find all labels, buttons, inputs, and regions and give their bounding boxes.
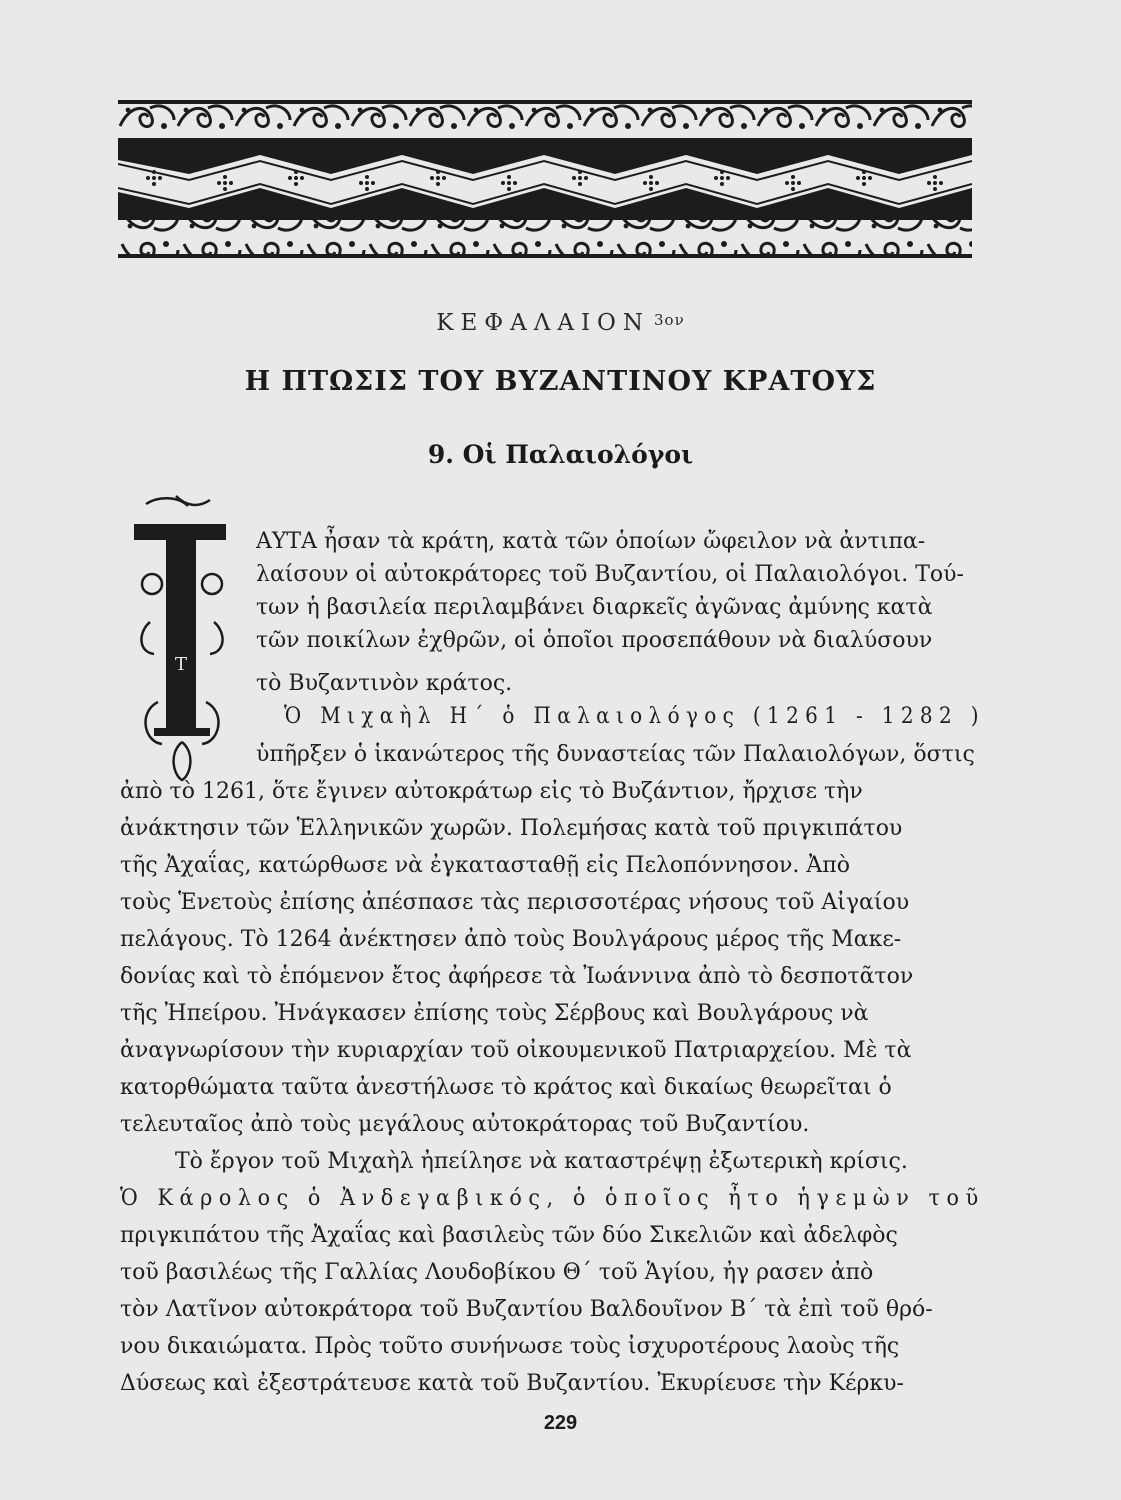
body-line-13: δονίας καὶ τὸ ἑπόμενον ἔτος ἀφήρεσε τὰ Ἰωάννινα ἀπὸ τὸ δεσποτᾶτον [120, 964, 914, 989]
body-line-16: κατορθώματα ταῦτα ἀνεστήλωσε τὸ κράτος καὶ δικαίως θεωρεῖται ὁ [120, 1075, 892, 1100]
body-line-12: πελάγους. Τὸ 1264 ἀνέκτησεν ἀπὸ τοὺς Βουλγάρους μέρος τῆς Μακε- [120, 927, 902, 952]
body-line-10: τῆς Ἀχαΐας, κατώρθωσε νὰ ἐγκατασταθῇ εἰς Πελοπόννησον. Ἀπὸ [120, 853, 851, 878]
body-line-9: ἀνάκτησιν τῶν Ἑλληνικῶν χωρῶν. Πολεμήσας κατὰ τοῦ πριγκιπάτου [120, 816, 903, 841]
body-line-4: τῶν ποικίλων ἐχθρῶν, οἱ ὁποῖοι προσεπάθουν νὰ διαλύσουν [256, 628, 933, 653]
body-line-3: των ἡ βασιλεία περιλαμβάνει διαρκεῖς ἀγῶνας ἀμύνης κατὰ [256, 595, 933, 620]
body-line-17: τελευταῖος ἀπὸ τοὺς μεγάλους αὐτοκράτορας τοῦ Βυζαντίου. [120, 1112, 810, 1137]
body-line-1: ΑΥΤΑ ἦσαν τὰ κράτη, κατὰ τῶν ὁποίων ὤφειλον νὰ ἀντιπα- [256, 529, 926, 554]
chapter-label-text: ΚΕΦΑΛΑΙΟΝ [436, 310, 651, 336]
body-line-11: τοὺς Ἑνετοὺς ἐπίσης ἀπέσπασε τὰς περισσοτέρας νήσους τοῦ Αἰγαίου [120, 890, 910, 915]
body-line-23: νου δικαιώματα. Πρὸς τοῦτο συνήνωσε τοὺς ἰσχυροτέρους λαοὺς τῆς [120, 1334, 900, 1359]
body-line-19: Ὁ Κάρολος ὁ Ἀνδεγαβικός, ὁ ὁποῖος ἦτο ἡγεμὼν τοῦ [120, 1186, 985, 1211]
chapter-label [0, 310, 1121, 336]
chapter-number: 3ον [654, 311, 685, 329]
body-line-20: πριγκιπάτου τῆς Ἀχαΐας καὶ βασιλεὺς τῶν δύο Σικελιῶν καὶ ἀδελφὸς [120, 1223, 898, 1248]
body-line-21: τοῦ βασιλέως τῆς Γαλλίας Λουδοβίκου Θ΄ τοῦ Ἁγίου, ἠγ ρασεν ἀπὸ [120, 1260, 874, 1285]
body-line-7: ὑπῆρξεν ὁ ἱκανώτερος τῆς δυναστείας τῶν Παλαιολόγων, ὅστις [256, 742, 975, 767]
initial-letter-glyph: Τ [174, 654, 188, 675]
body-line-15: ἀναγνωρίσουν τὴν κυριαρχίαν τοῦ οἰκουμενικοῦ Πατριαρχείου. Μὲ τὰ [120, 1038, 912, 1063]
chapter-title: Η ΠΤΩΣΙΣ ΤΟΥ ΒΥΖΑΝΤΙΝΟΥ ΚΡΑΤΟΥΣ [244, 366, 877, 397]
body-line-6: Ὁ Μιχαὴλ Η΄ ὁ Παλαιολόγος (1261 - 1282 ) [284, 704, 985, 729]
decorated-initial-letter [128, 492, 236, 782]
body-line-2: λαίσουν οἱ αὐτοκράτορες τοῦ Βυζαντίου, οἱ Παλαιολόγοι. Τού- [256, 562, 964, 587]
body-line-22: τὸν Λατῖνον αὐτοκράτορα τοῦ Βυζαντίου Βαλδουῖνον Β΄ τὰ ἐπὶ τοῦ θρό- [120, 1297, 933, 1322]
body-line-8: ἀπὸ τὸ 1261, ὅτε ἔγινεν αὐτοκράτωρ εἰς τὸ Βυζάντιον, ἤρχισε τὴν [120, 779, 863, 804]
page-number: 229 [543, 1412, 578, 1434]
body-line-5: τὸ Βυζαντινὸν κράτος. [256, 671, 513, 696]
decorative-border-ornament [118, 100, 972, 260]
body-line-24: Δύσεως καὶ ἐξεστράτευσε κατὰ τοῦ Βυζαντίου. Ἐκυρίευσε τὴν Κέρκυ- [120, 1371, 904, 1396]
body-line-14: τῆς Ἠπείρου. Ἠνάγκασεν ἐπίσης τοὺς Σέρβους καὶ Βουλγάρους νὰ [120, 1001, 869, 1026]
body-line-18: Τὸ ἔργον τοῦ Μιχαὴλ ἠπείλησε νὰ καταστρέψῃ ἐξωτερικὴ κρίσις. [175, 1149, 908, 1174]
section-title: 9. Οἱ Παλαιολόγοι [427, 440, 694, 469]
